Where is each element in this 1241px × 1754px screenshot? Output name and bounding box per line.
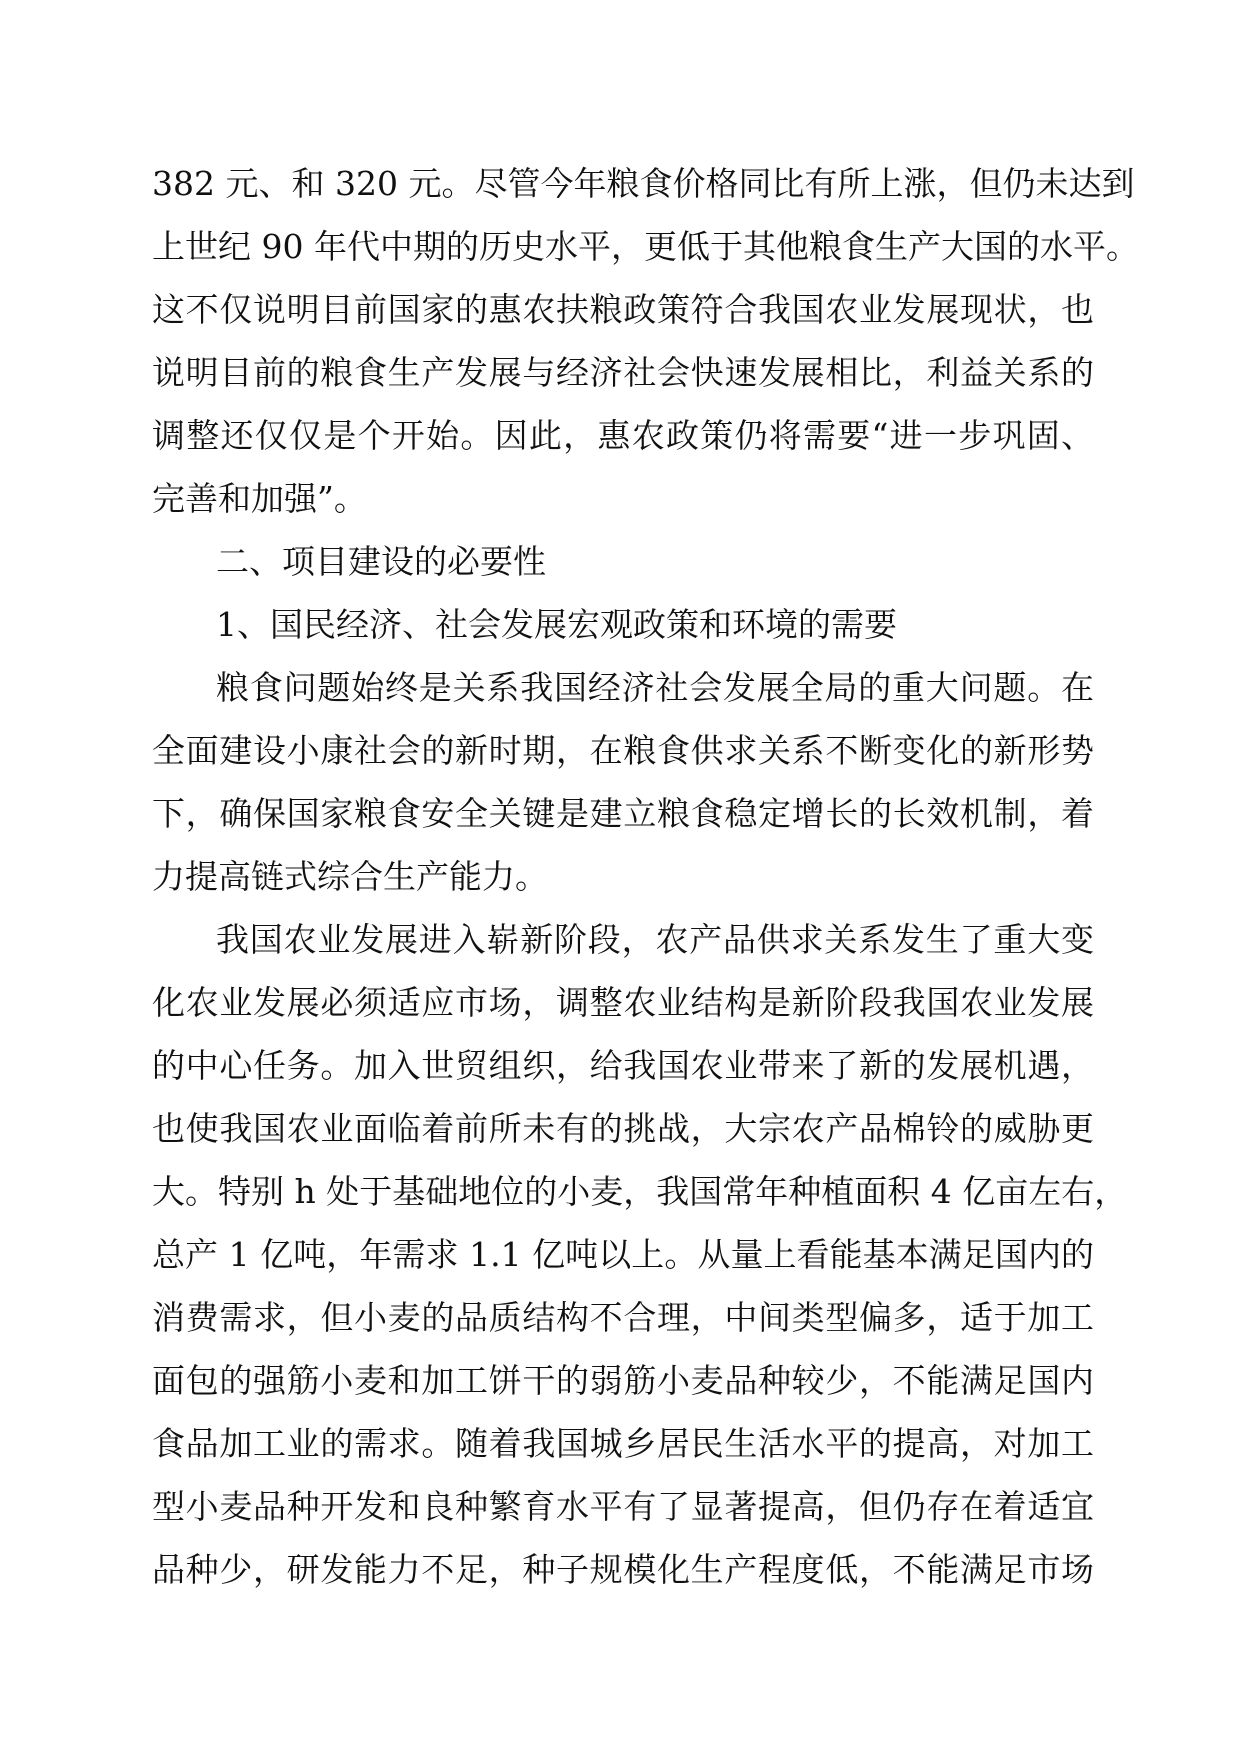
text-line: 力提高链式综合生产能力。 (152, 857, 548, 896)
text-line: 调整还仅仅是个开始。因此，惠农政策仍将需要“进一步巩固、 (152, 416, 1094, 455)
section-heading: 二、项目建设的必要性 (216, 542, 546, 581)
text-line: 全面建设小康社会的新时期，在粮食供求关系不断变化的新形势 (152, 731, 1094, 770)
paragraph-first-line: 我国农业发展进入崭新阶段，农产品供求关系发生了重大变 (216, 920, 1094, 959)
text-line: 大。特别 h 处于基础地位的小麦，我国常年种植面积 4 亿亩左右， (152, 1172, 1128, 1211)
text-line: 这不仅说明目前国家的惠农扶粮政策符合我国农业发展现状，也 (152, 290, 1094, 329)
text-line: 总产 1 亿吨，年需求 1.1 亿吨以上。从量上看能基本满足国内的 (152, 1235, 1094, 1274)
text-line: 也使我国农业面临着前所未有的挑战，大宗农产品棉铃的威胁更 (152, 1109, 1094, 1148)
paragraph-first-line: 粮食问题始终是关系我国经济社会发展全局的重大问题。在 (216, 668, 1094, 707)
text-line: 下，确保国家粮食安全关键是建立粮食稳定增长的长效机制，着 (152, 794, 1094, 833)
text-line: 消费需求，但小麦的品质结构不合理，中间类型偏多，适于加工 (152, 1298, 1094, 1337)
text-line: 上世纪 90 年代中期的历史水平，更低于其他粮食生产大国的水平。 (152, 227, 1139, 266)
text-line: 的中心任务。加入世贸组织，给我国农业带来了新的发展机遇， (152, 1046, 1094, 1085)
text-line: 382 元、和 320 元。尽管今年粮食价格同比有所上涨，但仍未达到 (152, 164, 1135, 203)
text-line: 完善和加强”。 (152, 479, 367, 518)
text-line: 说明目前的粮食生产发展与经济社会快速发展相比，利益关系的 (152, 353, 1094, 392)
text-line: 品种少，研发能力不足，种子规模化生产程度低，不能满足市场 (152, 1550, 1094, 1589)
subsection-heading: 1、国民经济、社会发展宏观政策和环境的需要 (216, 605, 897, 644)
text-line: 面包的强筋小麦和加工饼干的弱筋小麦品种较少，不能满足国内 (152, 1361, 1094, 1400)
text-line: 食品加工业的需求。随着我国城乡居民生活水平的提高，对加工 (152, 1424, 1094, 1463)
text-line: 型小麦品种开发和良种繁育水平有了显著提高，但仍存在着适宜 (152, 1487, 1094, 1526)
text-line: 化农业发展必须适应市场，调整农业结构是新阶段我国农业发展 (152, 983, 1094, 1022)
